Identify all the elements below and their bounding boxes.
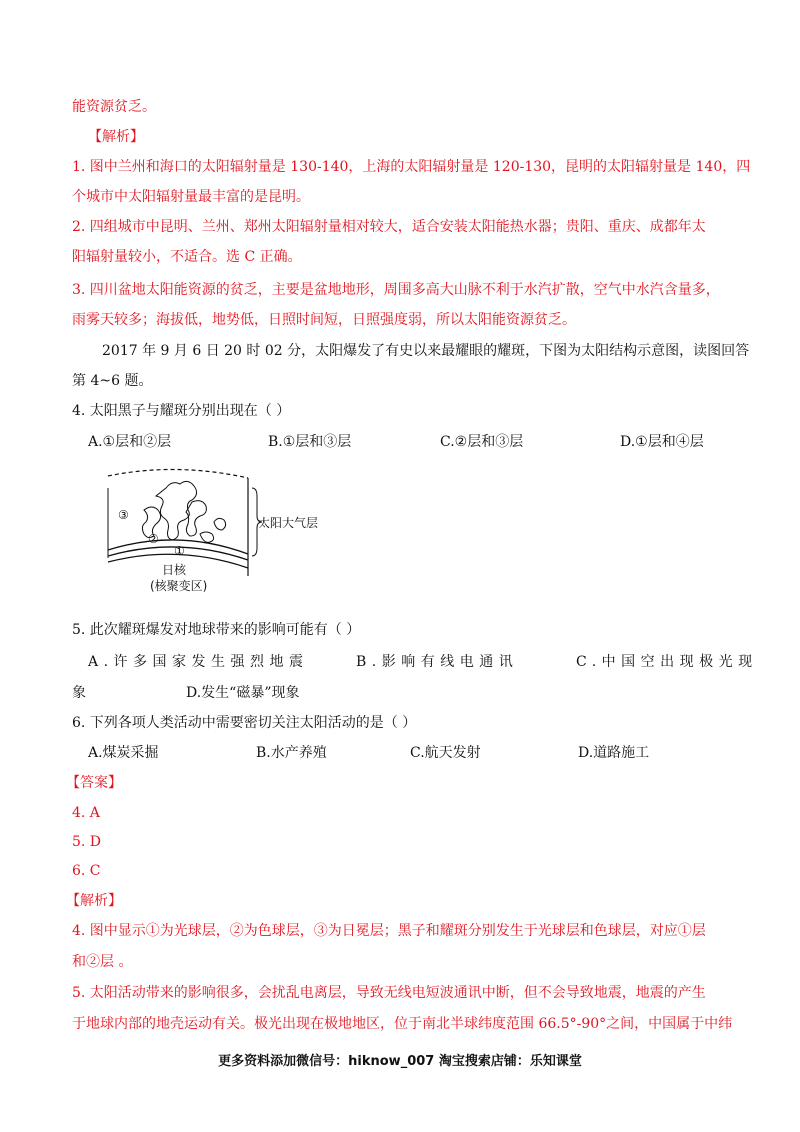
analysis-heading: 【解析】 <box>88 129 144 145</box>
answers-heading: 【答案】 <box>66 775 122 791</box>
figure-core-sublabel: (核聚变区) <box>150 579 208 593</box>
answer-5: 5. D <box>72 834 102 850</box>
page-footer: 更多资料添加微信号：hiknow_007 淘宝搜索店铺：乐知课堂 <box>218 1054 582 1069</box>
corona-boundary <box>108 469 248 478</box>
question-intro-line2: 第 4~6 题。 <box>72 373 153 389</box>
analysis-2-line2: 阳辐射量较小，不适合。选 C 正确。 <box>72 249 302 265</box>
question-4-stem: 4. 太阳黑子与耀斑分别出现在（ ） <box>72 403 291 419</box>
analysis-5-line1: 5. 太阳活动带来的影响很多，会扰乱电离层，导致无线电短波通讯中断，但不会导致地震，地震的产生 <box>72 985 706 1001</box>
answer-6: 6. C <box>72 863 101 879</box>
question-5-stem: 5. 此次耀斑爆发对地球带来的影响可能有（ ） <box>72 622 361 638</box>
answer-4: 4. A <box>72 805 100 821</box>
q4-option-b: B.①层和③层 <box>268 434 352 450</box>
figure-core-label: 日核 <box>162 563 187 577</box>
continued-line: 能资源贫乏。 <box>72 99 156 115</box>
figure-marker-3: ③ <box>118 508 129 522</box>
q5-option-b: B.影响有线电通讯 <box>356 654 519 670</box>
q6-option-d: D.道路施工 <box>578 745 650 761</box>
q5-option-c: C.中国空出现极光现 <box>576 654 758 670</box>
analysis-4-line1: 4. 图中显示①为光球层，②为色球层，③为日冕层；黑子和耀斑分别发生于光球层和色球层，对应①层 <box>72 923 706 939</box>
analysis-3-line1: 3. 四川盆地太阳能资源的贫乏，主要是盆地地形，周围多高大山脉不利于水汽扩散，空气中水汽含量多， <box>72 282 720 298</box>
figure-atmosphere-label: 太阳大气层 <box>258 516 319 530</box>
q4-option-c: C.②层和③层 <box>440 434 524 450</box>
analysis-1-line2: 个城市中太阳辐射量最丰富的是昆明。 <box>72 189 310 205</box>
analysis-2-line1: 2. 四组城市中昆明、兰州、郑州太阳辐射量相对较大，适合安装太阳能热水器；贵阳、重庆、成都年太 <box>72 219 706 235</box>
analysis-4-line2: 和②层 。 <box>72 954 133 970</box>
analysis-1-line1: 1. 图中兰州和海口的太阳辐射量是 130-140，上海的太阳辐射量是 120-130，昆明的太阳辐射量是 140，四 <box>72 159 751 175</box>
q6-option-a: A.煤炭采掘 <box>88 745 159 761</box>
question-6-stem: 6. 下列各项人类活动中需要密切关注太阳活动的是（ ） <box>72 715 417 731</box>
figure-marker-1: ① <box>174 544 185 558</box>
analysis-3-line2: 雨雾天较多；海拔低，地势低，日照时间短，日照强度弱，所以太阳能资源贫乏。 <box>72 312 576 328</box>
sun-structure-figure <box>96 458 336 618</box>
question-intro-line1: 2017 年 9 月 6 日 20 时 02 分，太阳爆发了有史以来最耀眼的耀斑，下图为太阳结构示意图，读图回答 <box>102 343 750 359</box>
analysis2-heading: 【解析】 <box>66 893 122 909</box>
q6-option-b: B.水产养殖 <box>256 745 327 761</box>
q6-option-c: C.航天发射 <box>410 745 481 761</box>
analysis-5-line2: 于地球内部的地壳运动有关。极光出现在极地地区，位于南北半球纬度范围 66.5°-90°之间，中国属于中纬 <box>72 1016 733 1032</box>
q5-option-d: D.发生“磁暴”现象 <box>186 685 300 701</box>
figure-marker-2: ② <box>148 532 159 546</box>
q5-option-c-continued: 象 <box>72 685 86 701</box>
q4-option-a: A.①层和②层 <box>88 434 172 450</box>
q5-option-a: A.许多国家发生强烈地震 <box>88 654 309 670</box>
q4-option-d: D.①层和④层 <box>620 434 704 450</box>
